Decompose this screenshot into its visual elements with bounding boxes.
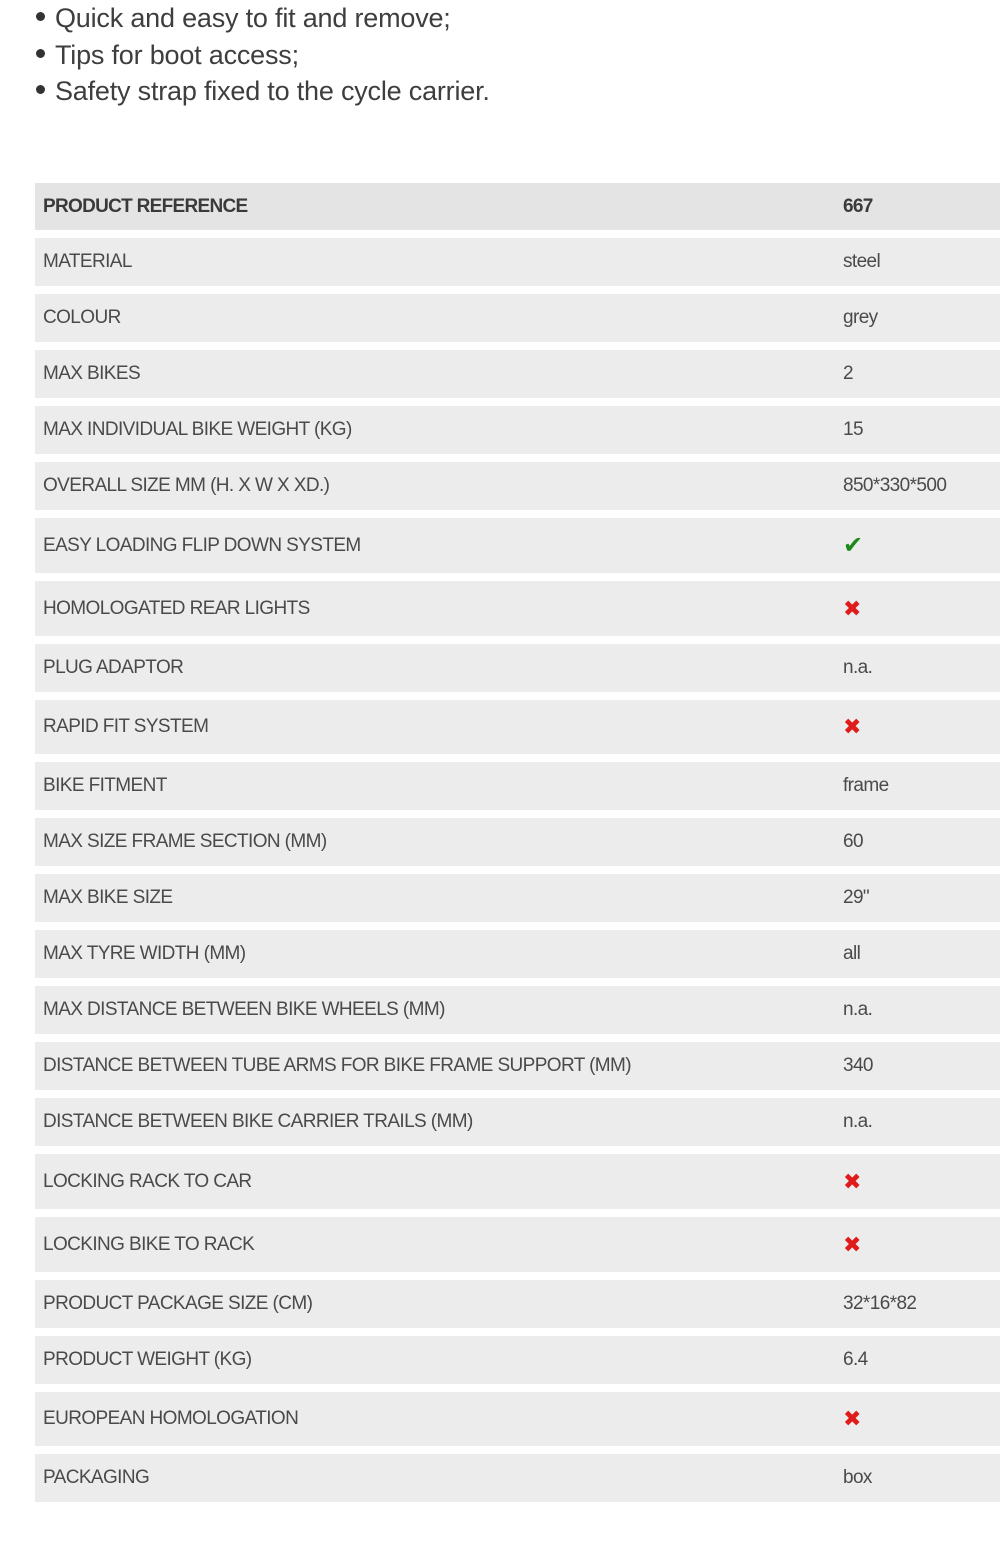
feature-item bbox=[36, 73, 490, 110]
table-row bbox=[35, 462, 1000, 510]
cross-icon: ✖ bbox=[843, 1231, 861, 1257]
row-label: PRODUCT PACKAGE SIZE (CM) bbox=[35, 1280, 835, 1328]
feature-item bbox=[36, 0, 490, 37]
row-value: all bbox=[832, 930, 1000, 978]
row-value: frame bbox=[832, 762, 1000, 810]
feature-text: Safety strap fixed to the cycle carrier. bbox=[55, 76, 490, 106]
table-row bbox=[35, 1154, 1000, 1209]
row-label: BIKE FITMENT bbox=[35, 762, 835, 810]
row-label: MAX SIZE FRAME SECTION (MM) bbox=[35, 818, 835, 866]
table-row bbox=[35, 1217, 1000, 1272]
row-value: box bbox=[832, 1454, 1000, 1502]
table-row bbox=[35, 930, 1000, 978]
row-label: PRODUCT WEIGHT (KG) bbox=[35, 1336, 835, 1384]
table-row bbox=[35, 818, 1000, 866]
row-value: 60 bbox=[832, 818, 1000, 866]
row-value bbox=[832, 1217, 1000, 1272]
row-value: steel bbox=[832, 238, 1000, 286]
table-row bbox=[35, 1098, 1000, 1146]
table-row bbox=[35, 350, 1000, 398]
spec-table bbox=[35, 183, 1000, 1510]
check-icon: ✔ bbox=[843, 531, 863, 559]
table-row bbox=[35, 1042, 1000, 1090]
row-label: MATERIAL bbox=[35, 238, 835, 286]
cross-icon: ✖ bbox=[843, 595, 861, 621]
table-row bbox=[35, 874, 1000, 922]
row-label: EASY LOADING FLIP DOWN SYSTEM bbox=[35, 518, 835, 573]
row-label: DISTANCE BETWEEN BIKE CARRIER TRAILS (MM) bbox=[35, 1098, 835, 1146]
feature-list bbox=[36, 0, 490, 110]
table-row bbox=[35, 644, 1000, 692]
row-label: MAX BIKE SIZE bbox=[35, 874, 835, 922]
table-row bbox=[35, 1336, 1000, 1384]
table-row bbox=[35, 294, 1000, 342]
row-value: n.a. bbox=[832, 986, 1000, 1034]
feature-text: Quick and easy to fit and remove; bbox=[55, 3, 451, 33]
row-value bbox=[832, 581, 1000, 636]
table-header-row bbox=[35, 183, 1000, 230]
row-value: n.a. bbox=[832, 1098, 1000, 1146]
table-row bbox=[35, 1280, 1000, 1328]
bullet-icon bbox=[36, 12, 45, 21]
table-row bbox=[35, 238, 1000, 286]
row-value bbox=[832, 518, 1000, 573]
table-row bbox=[35, 518, 1000, 573]
cross-icon: ✖ bbox=[843, 1406, 861, 1431]
row-label: MAX BIKES bbox=[35, 350, 835, 398]
row-label: OVERALL SIZE MM (H. X W X XD.) bbox=[35, 462, 835, 510]
row-label: HOMOLOGATED REAR LIGHTS bbox=[35, 581, 835, 636]
row-label: RAPID FIT SYSTEM bbox=[35, 700, 835, 754]
row-label: PACKAGING bbox=[35, 1454, 835, 1502]
table-row bbox=[35, 700, 1000, 754]
table-row bbox=[35, 762, 1000, 810]
row-value: n.a. bbox=[832, 644, 1000, 692]
row-value bbox=[832, 1154, 1000, 1209]
row-value: grey bbox=[832, 294, 1000, 342]
header-label: PRODUCT REFERENCE bbox=[35, 183, 835, 230]
header-value: 667 bbox=[832, 183, 1000, 230]
row-value: 6.4 bbox=[832, 1336, 1000, 1384]
row-value: 29" bbox=[832, 874, 1000, 922]
table-row bbox=[35, 1454, 1000, 1502]
cross-icon: ✖ bbox=[843, 1168, 861, 1194]
cross-icon: ✖ bbox=[843, 714, 861, 739]
row-label: DISTANCE BETWEEN TUBE ARMS FOR BIKE FRAME SUPPORT (MM) bbox=[35, 1042, 835, 1090]
row-value: 340 bbox=[832, 1042, 1000, 1090]
row-value: 15 bbox=[832, 406, 1000, 454]
row-value: 2 bbox=[832, 350, 1000, 398]
row-label: COLOUR bbox=[35, 294, 835, 342]
row-value bbox=[832, 1392, 1000, 1446]
row-value bbox=[832, 700, 1000, 754]
bullet-icon bbox=[36, 85, 45, 94]
table-row bbox=[35, 986, 1000, 1034]
table-row bbox=[35, 406, 1000, 454]
row-label: PLUG ADAPTOR bbox=[35, 644, 835, 692]
table-row bbox=[35, 581, 1000, 636]
row-label: MAX TYRE WIDTH (MM) bbox=[35, 930, 835, 978]
row-label: EUROPEAN HOMOLOGATION bbox=[35, 1392, 835, 1446]
table-row bbox=[35, 1392, 1000, 1446]
row-value: 32*16*82 bbox=[832, 1280, 1000, 1328]
row-value: 850*330*500 bbox=[832, 462, 1000, 510]
row-label: MAX INDIVIDUAL BIKE WEIGHT (KG) bbox=[35, 406, 835, 454]
row-label: LOCKING BIKE TO RACK bbox=[35, 1217, 835, 1272]
feature-item bbox=[36, 37, 490, 74]
bullet-icon bbox=[36, 49, 45, 58]
row-label: MAX DISTANCE BETWEEN BIKE WHEELS (MM) bbox=[35, 986, 835, 1034]
row-label: LOCKING RACK TO CAR bbox=[35, 1154, 835, 1209]
feature-text: Tips for boot access; bbox=[55, 39, 299, 70]
